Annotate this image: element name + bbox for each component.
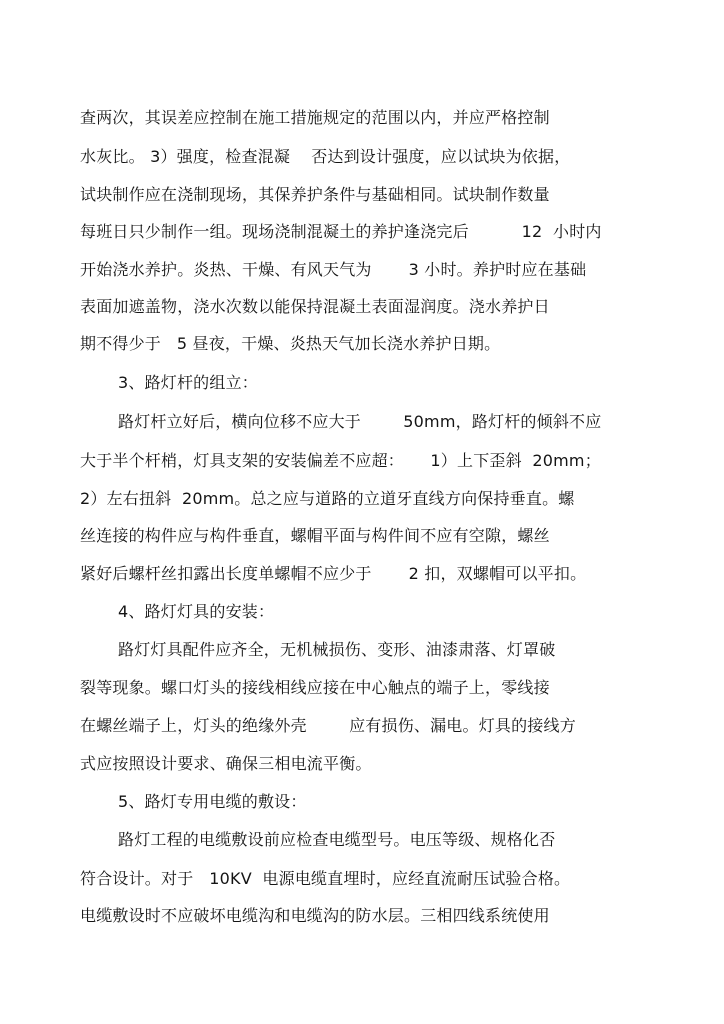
text-line: 路灯工程的电缆敷设前应检查电缆型号。电压等级、规格化否 (118, 830, 556, 849)
text-line: 路灯灯具配件应齐全，无机械损伤、变形、油漆肃落、灯罩破 (118, 640, 556, 659)
text-line: 表面加遮盖物，浇水次数以能保持混凝土表面湿润度。浇水养护日 (80, 297, 550, 316)
section-heading: 4、路灯灯具的安装： (118, 602, 275, 621)
text-line: 式应按照设计要求、确保三相电流平衡。 (80, 754, 372, 773)
text-line: 每班日只少制作一组。现场浇制混凝土的养护逢浇完后 12 小时内 (80, 222, 602, 241)
text-line: 查两次，其误差应控制在施工措施规定的范围以内，并应严格控制 (80, 108, 550, 127)
text-line: 丝连接的构件应与构件垂直，螺帽平面与构件间不应有空隙，螺丝 (80, 526, 550, 545)
text-line: 水灰比。 3）强度，检查混凝 否达到设计强度，应以试块为依据， (80, 147, 571, 166)
text-line: 路灯杆立好后，横向位移不应大于 50mm，路灯杆的倾斜不应 (118, 412, 602, 431)
text-line: 试块制作应在浇制现场，其保养护条件与基础相同。试块制作数量 (80, 185, 550, 204)
section-heading: 3、路灯杆的组立： (118, 373, 258, 392)
text-line: 符合设计。对于 10KV 电源电缆直埋时，应经直流耐压试验合格。 (80, 869, 571, 888)
text-line: 电缆敷设时不应破坏电缆沟和电缆沟的防水层。三相四线系统使用 (80, 906, 550, 925)
text-line: 开始浇水养护。炎热、干燥、有风天气为 3 小时。养护时应在基础 (80, 260, 587, 279)
text-line: 裂等现象。螺口灯头的接线相线应接在中心触点的端子上，零线接 (80, 678, 550, 697)
text-line: 2）左右扭斜 20mm。总之应与道路的立道牙直线方向保持垂直。螺 (80, 489, 575, 508)
text-line: 大于半个杆梢，灯具支架的安装偏差不应超： 1）上下歪斜 20mm； (80, 451, 601, 470)
text-line: 紧好后螺杆丝扣露出长度单螺帽不应少于 2 扣，双螺帽可以平扣。 (80, 564, 587, 583)
section-heading: 5、路灯专用电缆的敷设： (118, 792, 307, 811)
text-line: 期不得少于 5 昼夜，干燥、炎热天气加长浇水养护日期。 (80, 334, 501, 353)
text-line: 在螺丝端子上，灯头的绝缘外壳 应有损伤、漏电。灯具的接线方 (80, 716, 576, 735)
